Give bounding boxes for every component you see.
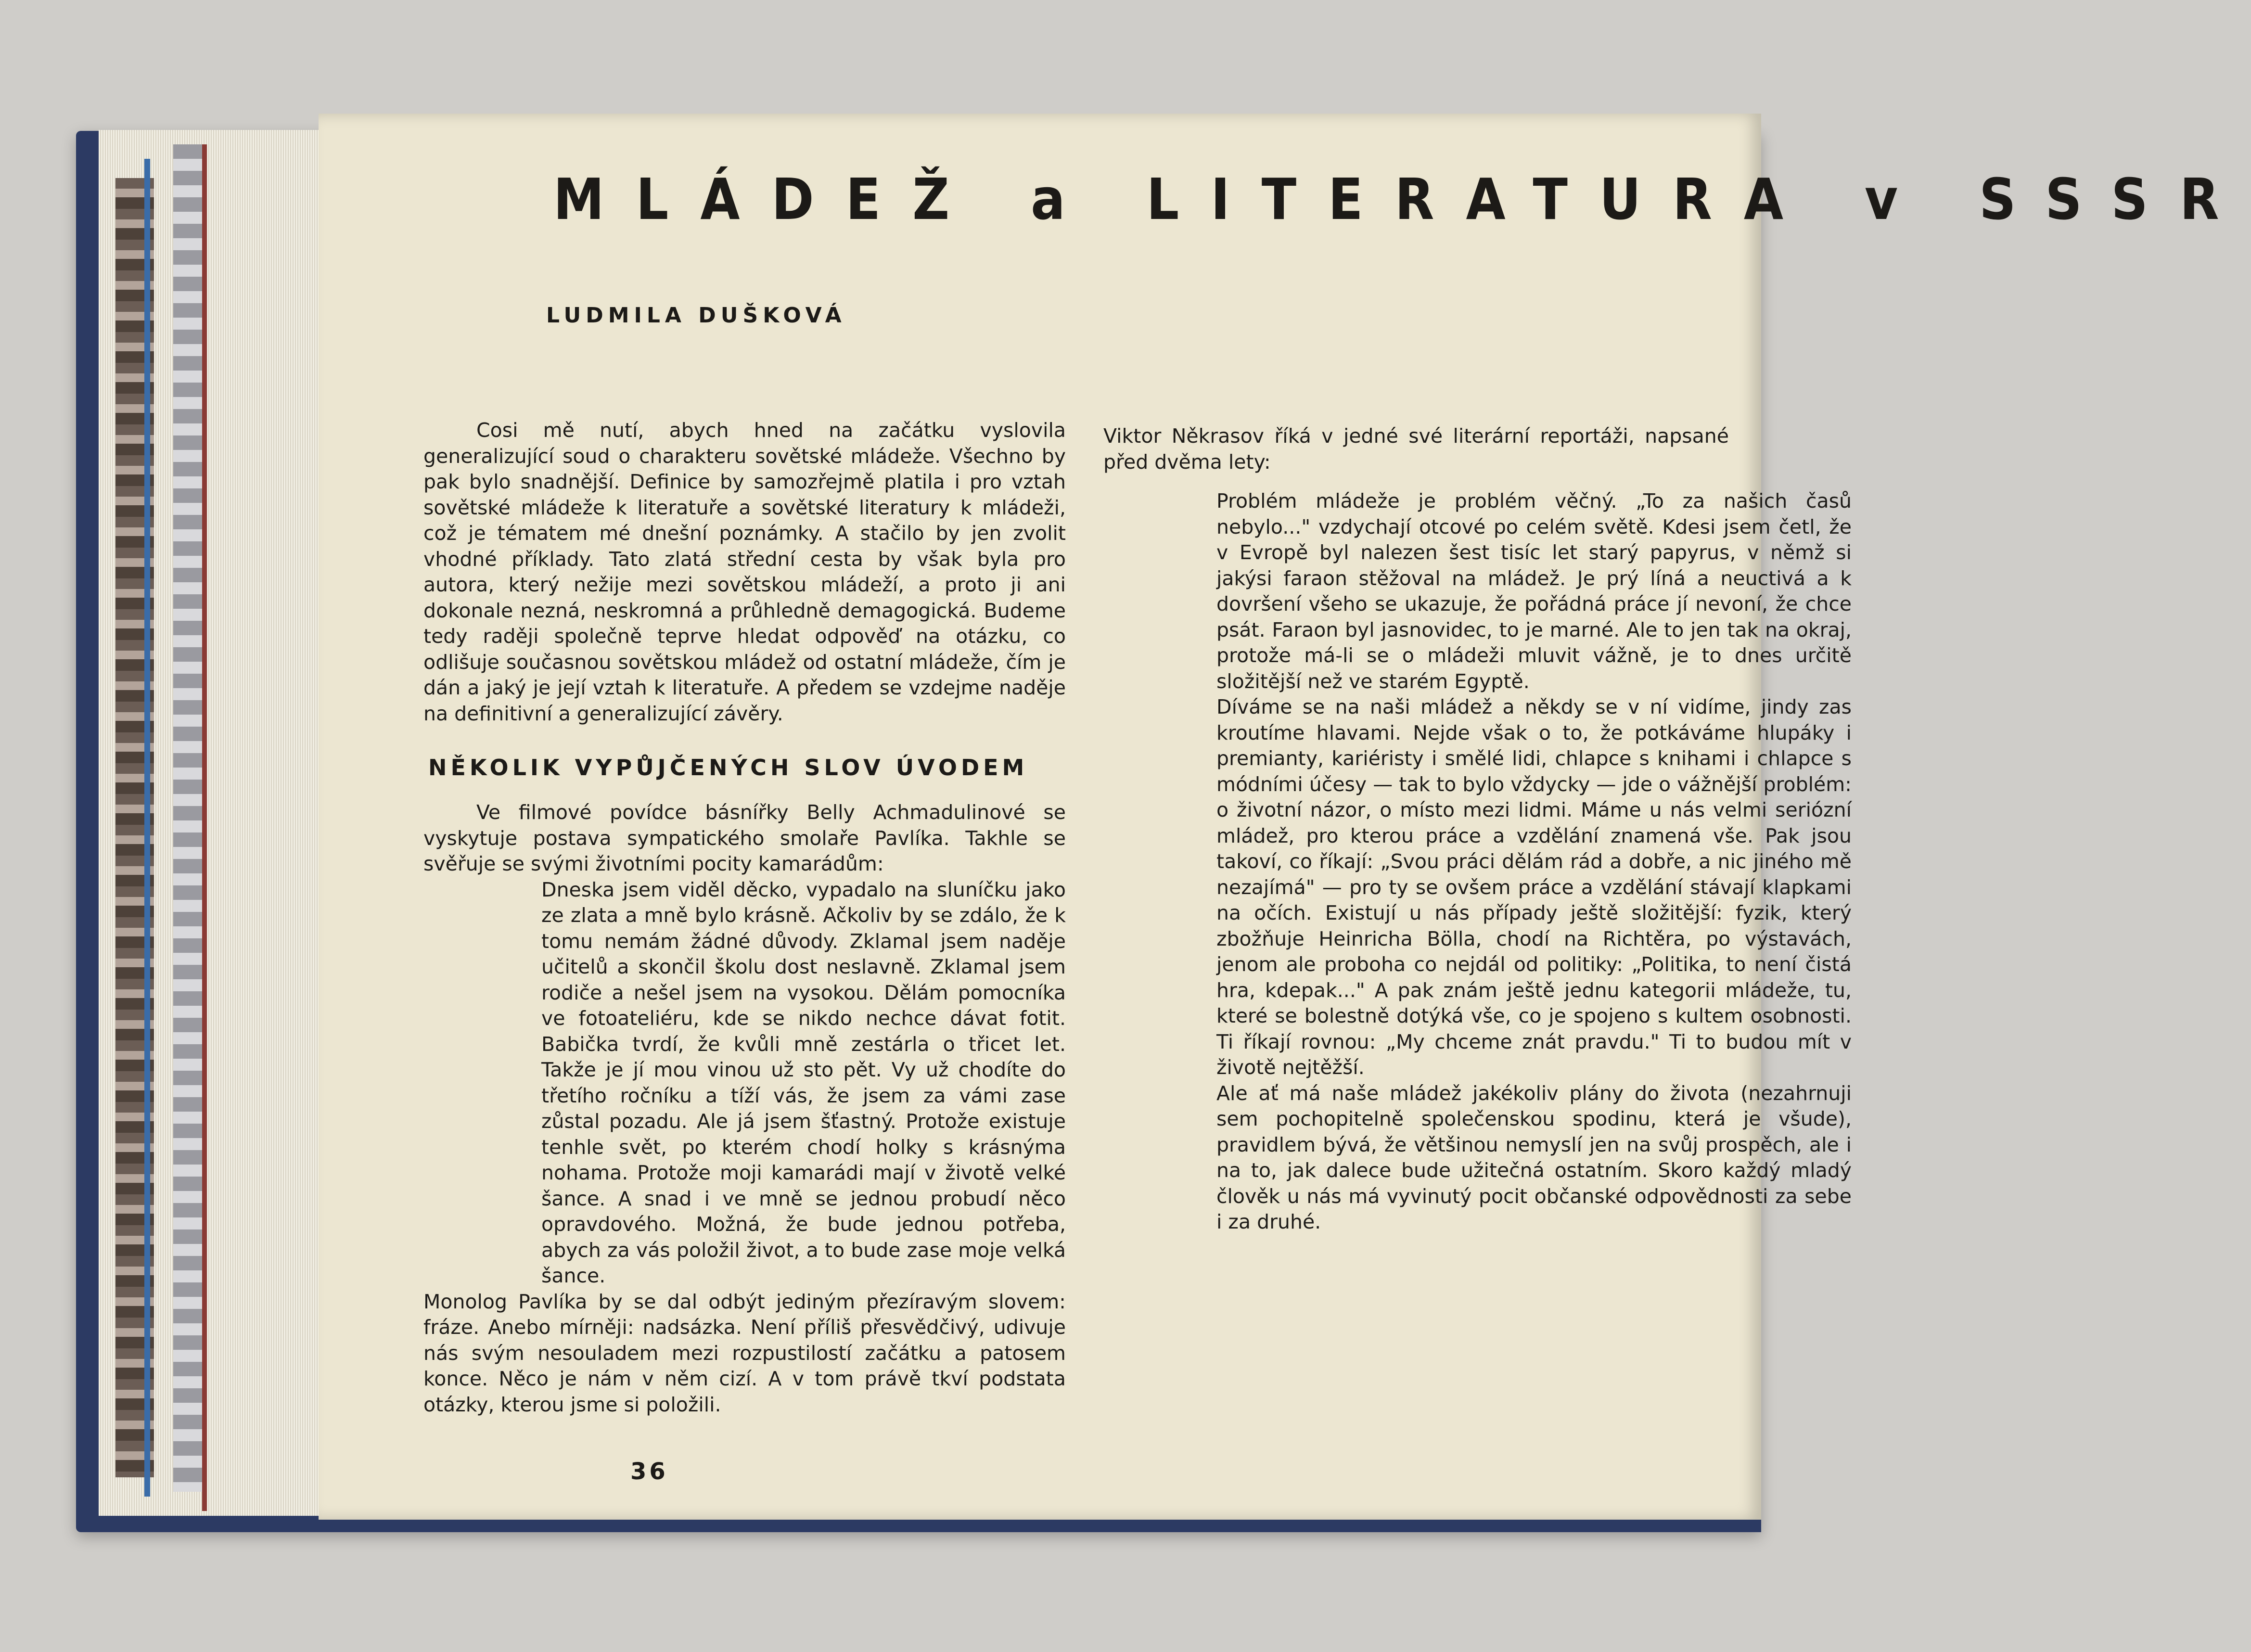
intro-paragraph: Cosi mě nutí, abych hned na začátku vyslovila generalizující soud o charakteru sovětské mládeže. Všechno by pak bylo snadnější. Definice by samozřejmě platila i pro vztah sovětské mládeže k literatuře a sovětské literatury k mládeži, což je tématem mé dnešní poznámky. A stačilo by jen zvolit vhodné příklady. Tato zlatá střední cesta by však byla pro autora, který nežije mezi sovětskou mládeží, a proto ji ani dokonale nezná, neskromná a průhledně demagogická. Budeme tedy raději společně teprve hledat odpověď na otázku, co odlišuje současnou sovětskou mládež od ostatní mládeže, čím je dán a jaký je její vztah k literatuře. A předem se vzdejme naděje na definitivní a generalizující závěry. — [423, 419, 1066, 725]
quote-paragraph-1: Problém mládeže je problém věčný. „To za našich časů nebylo..." vzdychají otcové po celém světě. Kdesi jsem četl, že v Evropě byl nalezen šest tisíc let starý papyrus, v němž si jakýsi faraon stěžoval na mládež. Je prý líná a neuctivá a k dovršení všeho se ukazuje, že pořádná práce jí nevoní, že chce psát. Faraon byl jasnovidec, to je marné. Ale to jen tak na okraj, protože má-li se o mládeži mluvit vážně, je to dnes určitě složitější než ve starém Egyptě. — [1216, 489, 1852, 693]
section-subheading: NĚKOLIK VYPŮJČENÝCH SLOV ÚVODEM — [428, 755, 1028, 781]
right-column — [1103, 423, 1852, 1235]
quote-paragraph-2: Díváme se na naši mládež a někdy se v ní vidíme, jindy zas kroutíme hlavami. Nejde však o to, že potkáváme hlupáky i premianty, kariéristy i smělé lidi, chlapce s knihami i chlapce s módními účesy — tak to bylo vždycky — jde o vážnější problém: o životní názor, o místo mezi lidmi. Máme u nás velmi seriózní mládež, pro kterou práce a vzdělání znamená vše. Pak jsou takoví, co říkají: „Svou práci dělám rád a dobře, a nic jiného mě nezajímá" — pro ty se ovšem práce a vzdělání stávají klapkami na očích. Existují u nás případy ještě složitější: fyzik, který zbožňuje Heinricha Bölla, chodí na Richtěra, po výstavách, jenom ale proboha co nejdál od politiky: „Politika, to není čistá hra, kdepak..." A pak znám ještě jednu kategorii mládeže, tu, které se bolestně dotýká vše, co je spojeno s kultem osobnosti. Ti říkají rovnou: „My chceme znát pravdu." Ti to budou mít v životě nejtěžší. — [1216, 695, 1852, 1079]
article-author: LUDMILA DUŠKOVÁ — [546, 303, 846, 328]
page-edge-blue-strip — [144, 159, 150, 1497]
page-edge-photo-gray — [173, 144, 202, 1492]
film-paragraph: Ve filmové povídce básnířky Belly Achmadulinové se vyskytuje postava sympatického smolaře Pavlíka. Takhle se svěřuje se svými životními pocity kamarádům: — [423, 801, 1066, 875]
nekrasov-intro: Viktor Někrasov říká v jedné své literární reportáži, napsané před dvěma lety: — [1103, 424, 1729, 474]
page-number: 36 — [630, 1458, 668, 1485]
nekrasov-quote — [1216, 488, 1852, 1235]
left-column — [423, 418, 1066, 1418]
monolog-paragraph: Monolog Pavlíka by se dal odbýt jediným přezíravým slovem: fráze. Anebo mírněji: nadsázka. Není příliš přesvědčivý, udivuje nás svým nesouladem mezi rozpustilostí začátku a patosem konce. Něco je nám v něm cizí. A v tom právě tkví podstata otázky, kterou jsme si položili. — [423, 1290, 1066, 1416]
pavlik-quote: Dneska jsem viděl děcko, vypadalo na sluníčku jako ze zlata a mně bylo krásně. Ačkoliv by se zdálo, že k tomu nemám žádné důvody. Zklamal jsem naděje učitelů a skončil školu dost neslavně. Zklamal jsem rodiče a nešel jsem na vysokou. Dělám pomocníka ve fotoateliéru, kde se nikdo nechce dávat fotit. Babička tvrdí, že kvůli mně zestárla o třicet let. Takže je jí mou vinou už sto pět. Vy už chodíte do třetího ročníku a tíží vás, že jsem za vámi zase zůstal pozadu. Ale já jsem šťastný. Protože existuje tenhle svět, po kterém chodí holky s krásnýma nohama. Protože moji kamarádi mají v životě velké šance. A snad i ve mně se jednou probudí něco opravdového. Možná, že bude jednou potřeba, abych za vás položil život, a to bude zase moje velká šance. — [541, 878, 1066, 1287]
article-headline: MLÁDEŽ a LITERATURA v SSSR — [553, 166, 2251, 232]
page-edge-red-strip — [202, 144, 207, 1511]
quote-paragraph-3: Ale ať má naše mládež jakékoliv plány do života (nezahrnuji sem pochopitelně společenskou spodinu, která je všude), pravidlem bývá, že většinou nemyslí jen na svůj prospěch, ale i na to, jak dalece bude užitečná ostatním. Skoro každý mladý člověk u nás má vyvinutý pocit občanské odpovědnosti za sebe i za druhé. — [1216, 1081, 1852, 1233]
